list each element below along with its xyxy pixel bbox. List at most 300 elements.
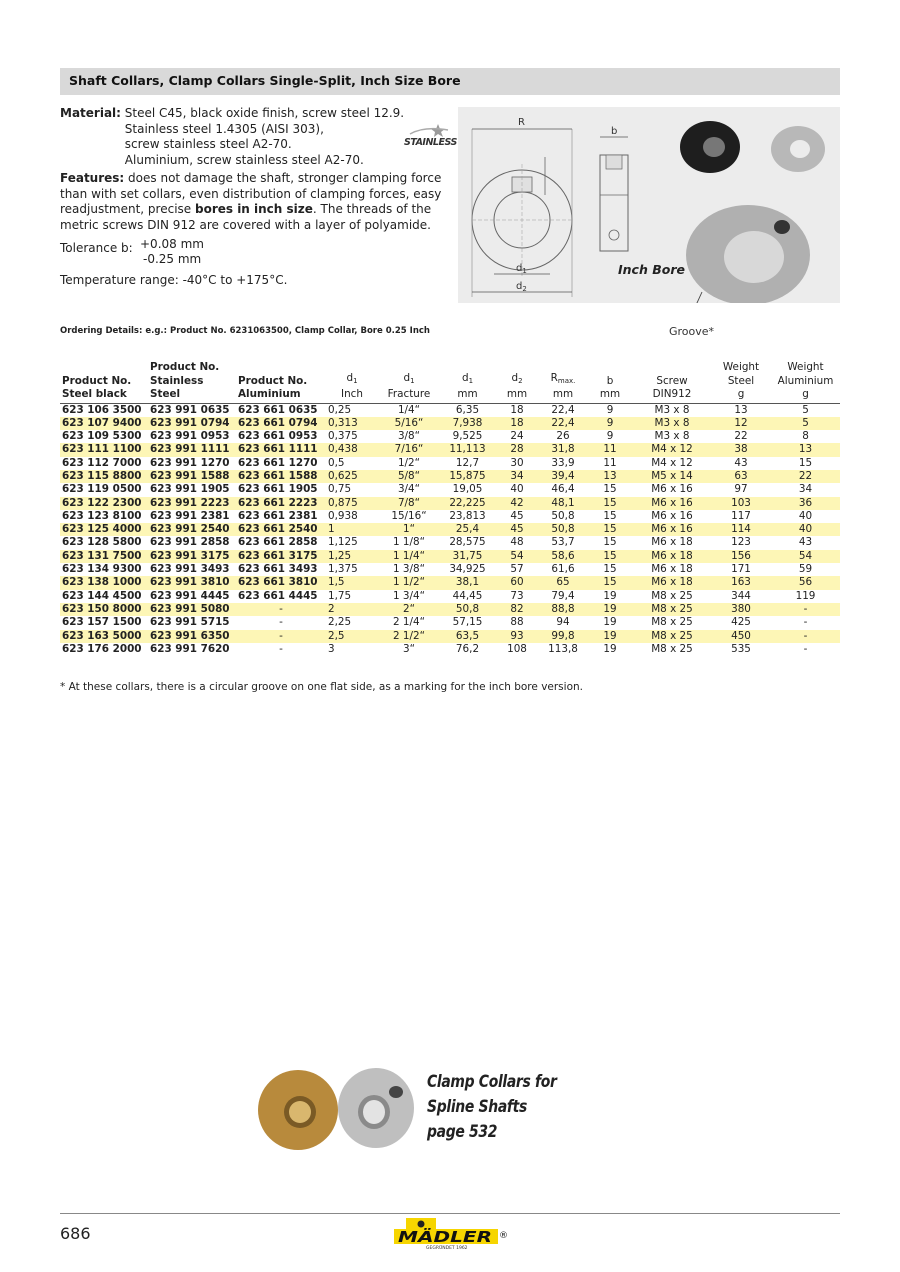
- table-cell: 54: [771, 550, 840, 563]
- table-cell: M6 x 16: [651, 483, 693, 496]
- table-cell: 25,4: [440, 523, 495, 536]
- table-cell: 113,8: [548, 642, 578, 655]
- table-row: [60, 576, 840, 589]
- table-cell: 99,8: [539, 630, 587, 643]
- table-cell: 50,8: [551, 509, 575, 522]
- table-cell: 623 991 2540: [148, 523, 236, 536]
- table-cell: 22,4: [551, 403, 575, 416]
- table-cell: 623 107 9400: [60, 417, 148, 430]
- inch-bore-label: Inch Bore: [618, 262, 685, 277]
- table-cell: 2 1/4“: [392, 616, 426, 629]
- dim-d1-sub: 1: [522, 267, 527, 275]
- table-cell: 40: [798, 509, 813, 522]
- table-row: [60, 510, 840, 523]
- table-cell: 1,375: [328, 563, 358, 576]
- table-cell: 22,225: [440, 497, 495, 510]
- table-cell: 76,2: [455, 642, 480, 655]
- table-row: [60, 497, 840, 510]
- col-header-b: b mm: [587, 361, 633, 403]
- logo-text: MÄDLER: [398, 1228, 469, 1246]
- table-cell: 63,5: [440, 630, 495, 643]
- table-cell: 623 163 5000: [60, 630, 148, 643]
- table-cell: 623 176 2000: [62, 642, 142, 655]
- spline-collars-link[interactable]: [427, 1070, 557, 1145]
- table-cell: 40: [510, 483, 524, 496]
- features-text-2: . The threads of the metric screws DIN 912 are covered with a layer of polyamide.: [60, 202, 432, 232]
- table-cell: 623 991 0635: [150, 403, 230, 416]
- table-cell: 22: [734, 430, 748, 443]
- table-cell: 623 661 1111: [236, 443, 326, 456]
- table-cell: 24: [510, 430, 524, 443]
- table-cell: M8 x 25: [633, 630, 711, 643]
- table-cell: 15,875: [440, 470, 495, 483]
- table-cell: 623 991 0953: [150, 430, 230, 443]
- table-cell: -: [236, 603, 326, 616]
- table-row: [60, 536, 840, 549]
- table-cell: 9: [606, 430, 614, 443]
- table-cell: 0,938: [328, 509, 358, 522]
- table-cell: 11,113: [440, 443, 495, 456]
- table-cell: 163: [711, 576, 771, 589]
- table-cell: 12,7: [455, 456, 480, 469]
- table-cell: 12: [711, 417, 771, 430]
- ordering-details: Ordering Details: e.g.: Product No. 6231063500, Clamp Collar, Bore 0.25 Inch: [60, 326, 430, 336]
- table-cell: -: [803, 616, 808, 629]
- table-cell: 15: [587, 576, 633, 589]
- table-cell: -: [279, 642, 283, 655]
- table-cell: 0,438: [326, 443, 378, 456]
- col-header-rmax: $R_{max.}$ mm: [539, 361, 587, 403]
- table-cell: M3 x 8: [654, 430, 690, 443]
- table-cell: 623 125 4000: [60, 523, 148, 536]
- table-cell: 33,9: [551, 456, 575, 469]
- table-cell: 2“: [378, 603, 440, 616]
- table-cell: 7/16“: [378, 443, 440, 456]
- table-cell: M5 x 14: [633, 470, 711, 483]
- table-cell: 623 661 2223: [236, 497, 326, 510]
- table-cell: M6 x 18: [633, 576, 711, 589]
- table-cell: M6 x 16: [633, 497, 711, 510]
- table-cell: 535: [731, 642, 751, 655]
- table-cell: 3: [328, 642, 335, 655]
- table-cell: 1 1/8“: [392, 536, 426, 549]
- col-header-screw: Screw DIN912: [633, 361, 711, 403]
- promo-line-2: Spline Shafts: [427, 1097, 527, 1117]
- table-cell: 623 134 9300: [62, 563, 142, 576]
- table-row: [60, 563, 840, 576]
- table-cell: 34: [798, 483, 813, 496]
- col-header-d1-inch: $d_1$ Inch: [326, 361, 378, 403]
- table-cell: 623 661 2381: [238, 509, 318, 522]
- table-cell: 623 122 2300: [60, 497, 148, 510]
- table-cell: 50,8: [539, 523, 587, 536]
- table-cell: 15: [603, 563, 617, 576]
- col-header-steel: Product No. Steel black: [60, 361, 148, 403]
- table-cell: 623 661 2540: [236, 523, 326, 536]
- temperature-range: Temperature range: -40°C to +175°C.: [60, 273, 288, 287]
- table-cell: 97: [734, 483, 748, 496]
- features-bold-text: bores in inch size: [194, 202, 313, 216]
- section-title: Shaft Collars, Clamp Collars Single-Split, Inch Size Bore: [60, 68, 840, 95]
- table-cell: 46,4: [551, 483, 575, 496]
- table-cell: 50,8: [440, 603, 495, 616]
- table-cell: 79,4: [551, 589, 575, 602]
- features-block: [60, 171, 455, 233]
- stainless-badge: [404, 120, 456, 148]
- table-cell: 623 991 5715: [150, 616, 230, 629]
- table-cell: 9,525: [452, 430, 483, 443]
- table-cell: 623 991 0794: [148, 417, 236, 430]
- table-cell: 94: [556, 616, 570, 629]
- table-cell: 623 128 5800: [62, 536, 142, 549]
- table-cell: 7,938: [440, 417, 495, 430]
- table-cell: 15: [603, 509, 617, 522]
- table-cell: 103: [711, 497, 771, 510]
- material-label: Material:: [60, 106, 121, 120]
- spline-collars-image: [256, 1062, 416, 1158]
- table-cell: 623 144 4500: [62, 589, 142, 602]
- tolerance-values: [140, 237, 204, 267]
- table-cell: 623 991 6350: [148, 630, 236, 643]
- table-cell: 623 106 3500: [62, 403, 142, 416]
- table-cell: 623 991 1588: [148, 470, 236, 483]
- table-cell: 13: [734, 403, 748, 416]
- table-cell: 22: [771, 470, 840, 483]
- table-cell: 1,125: [328, 536, 358, 549]
- material-block: [60, 106, 450, 168]
- table-cell: 623 123 8100: [62, 509, 142, 522]
- table-cell: 15: [587, 523, 633, 536]
- table-cell: -: [803, 642, 808, 655]
- table-cell: 623 131 7500: [60, 550, 148, 563]
- table-cell: 0,5: [328, 456, 345, 469]
- table-cell: 28: [495, 443, 539, 456]
- table-cell: 9: [587, 417, 633, 430]
- table-cell: 623 661 0794: [236, 417, 326, 430]
- table-cell: 623 112 7000: [62, 456, 142, 469]
- stainless-text: STAINLESS: [404, 137, 457, 148]
- table-cell: M6 x 18: [651, 563, 693, 576]
- table-cell: 623 119 0500: [62, 483, 142, 496]
- table-cell: 0,875: [326, 497, 378, 510]
- table-cell: -: [771, 630, 840, 643]
- table-cell: 171: [731, 563, 751, 576]
- table-cell: 3“: [403, 642, 415, 655]
- table-cell: M8 x 25: [651, 589, 693, 602]
- table-cell: 623 661 0635: [238, 403, 318, 416]
- table-cell: 623 991 3810: [148, 576, 236, 589]
- col-header-d1-fracture: $d_1$ Fracture: [378, 361, 440, 403]
- table-cell: 1/2“: [397, 456, 421, 469]
- table-row: [60, 457, 840, 470]
- table-cell: 3/8“: [397, 430, 421, 443]
- table-cell: 1 1/2“: [378, 576, 440, 589]
- dim-r-label: R: [518, 117, 525, 128]
- table-row: [60, 443, 840, 456]
- table-cell: 30: [510, 456, 524, 469]
- table-row: [60, 403, 840, 417]
- table-header-row: [60, 361, 840, 403]
- table-cell: 623 150 8000: [60, 603, 148, 616]
- table-cell: 0,75: [328, 483, 352, 496]
- tolerance-label: Tolerance b:: [60, 241, 133, 255]
- table-cell: 119: [795, 589, 816, 602]
- tolerance-block: [60, 237, 204, 266]
- table-cell: 38: [711, 443, 771, 456]
- dim-b-label: b: [611, 126, 618, 137]
- table-cell: 54: [495, 550, 539, 563]
- table-cell: 623 661 1588: [236, 470, 326, 483]
- table-cell: M6 x 16: [651, 509, 693, 522]
- table-cell: 31,8: [539, 443, 587, 456]
- table-cell: 623 991 2223: [148, 497, 236, 510]
- table-cell: 36: [771, 497, 840, 510]
- table-cell: 623 661 2858: [238, 536, 318, 549]
- table-row: [60, 603, 840, 616]
- table-cell: 57,15: [452, 616, 483, 629]
- table-cell: 56: [771, 576, 840, 589]
- table-cell: 1/4“: [397, 403, 421, 416]
- table-cell: 114: [711, 523, 771, 536]
- table-cell: M4 x 12: [651, 456, 693, 469]
- table-cell: 623 991 7620: [150, 642, 230, 655]
- table-cell: 65: [539, 576, 587, 589]
- material-line: Aluminium, screw stainless steel A2-70.: [124, 152, 364, 167]
- svg-text:d2: [516, 281, 527, 293]
- table-cell: 9: [606, 403, 614, 416]
- table-cell: 57: [510, 563, 524, 576]
- table-cell: 13: [771, 443, 840, 456]
- table-cell: M3 x 8: [633, 417, 711, 430]
- table-cell: 623 661 1905: [238, 483, 318, 496]
- table-cell: 623 109 5300: [62, 430, 142, 443]
- table-cell: 40: [771, 523, 840, 536]
- table-cell: M8 x 25: [651, 616, 693, 629]
- material-lines: [125, 106, 404, 168]
- table-cell: 34,925: [449, 563, 486, 576]
- table-cell: M8 x 25: [633, 603, 711, 616]
- table-cell: M6 x 18: [651, 536, 693, 549]
- table-cell: 15: [587, 497, 633, 510]
- table-cell: -: [771, 603, 840, 616]
- table-cell: 1,75: [328, 589, 352, 602]
- dim-d2-label: d: [516, 281, 523, 292]
- logo-subtitle: GEGRÜNDET 1962: [426, 1246, 468, 1250]
- table-cell: 28,575: [449, 536, 486, 549]
- table-cell: 26: [556, 430, 570, 443]
- table-cell: 19: [603, 616, 617, 629]
- table-cell: 58,6: [539, 550, 587, 563]
- table-cell: 344: [731, 589, 751, 602]
- table-cell: -: [279, 616, 283, 629]
- table-cell: 623 111 1100: [60, 443, 148, 456]
- table-cell: M8 x 25: [651, 642, 693, 655]
- table-cell: 623 991 3175: [148, 550, 236, 563]
- table-cell: 38,1: [440, 576, 495, 589]
- table-cell: 18: [495, 417, 539, 430]
- col-header-weight-aluminium: Weight Aluminium g: [771, 361, 840, 403]
- table-cell: 0,375: [328, 430, 358, 443]
- table-cell: M6 x 18: [633, 550, 711, 563]
- table-cell: 15: [603, 483, 617, 496]
- table-cell: 19: [587, 630, 633, 643]
- promo-line-3: page 532: [427, 1122, 498, 1142]
- tolerance-plus: +0.08 mm: [140, 237, 204, 251]
- table-row: [60, 470, 840, 483]
- page-number: 686: [60, 1224, 91, 1243]
- table-cell: 623 991 5080: [148, 603, 236, 616]
- table-cell: 73: [510, 589, 524, 602]
- svg-text:d1: [516, 263, 527, 275]
- table-cell: 156: [711, 550, 771, 563]
- table-cell: 623 991 3493: [150, 563, 230, 576]
- table-row: [60, 417, 840, 430]
- table-cell: 53,7: [551, 536, 575, 549]
- table-cell: 1,25: [326, 550, 378, 563]
- table-cell: 19,05: [452, 483, 483, 496]
- material-line: Stainless steel 1.4305 (AISI 303),: [124, 121, 324, 136]
- table-cell: 23,813: [449, 509, 486, 522]
- table-cell: 623 661 3493: [238, 563, 318, 576]
- footnote: * At these collars, there is a circular groove on one flat side, as a marking for the inch bore version.: [60, 681, 583, 693]
- table-row: [60, 550, 840, 563]
- table-cell: 88: [510, 616, 524, 629]
- table-cell: 5: [802, 403, 809, 416]
- table-cell: 22,4: [539, 417, 587, 430]
- table-cell: 1 3/4“: [392, 589, 426, 602]
- table-cell: 44,45: [452, 589, 483, 602]
- table-cell: 1 3/8“: [392, 563, 426, 576]
- table-cell: 623 157 1500: [62, 616, 142, 629]
- table-cell: M6 x 16: [633, 523, 711, 536]
- table-cell: 93: [495, 630, 539, 643]
- material-line: screw stainless steel A2-70.: [124, 137, 292, 151]
- table-cell: 623 661 3810: [236, 576, 326, 589]
- table-cell: 11: [587, 443, 633, 456]
- table-cell: 82: [495, 603, 539, 616]
- table-cell: 15: [587, 550, 633, 563]
- table-cell: 8: [802, 430, 809, 443]
- table-cell: 18: [510, 403, 524, 416]
- table-cell: 425: [731, 616, 751, 629]
- table-cell: 15: [798, 456, 813, 469]
- dim-d2-sub: 2: [522, 285, 527, 293]
- dim-d1-label: d: [516, 263, 523, 274]
- table-row: [60, 523, 840, 536]
- col-header-stainless: Product No. Stainless Steel: [148, 361, 236, 403]
- features-text-1: does not damage the shaft, stronger clamping force than with set collars, even distribution of clamping forces, easy readjustment, precise: [60, 171, 442, 216]
- table-cell: 2: [326, 603, 378, 616]
- table-row: [60, 483, 840, 496]
- tolerance-minus: -0.25 mm: [143, 252, 202, 266]
- table-cell: 15: [603, 536, 617, 549]
- table-cell: 1 1/4“: [378, 550, 440, 563]
- table-cell: 43: [734, 456, 748, 469]
- groove-label: Groove*: [669, 325, 715, 338]
- table-cell: 623 115 8800: [60, 470, 148, 483]
- table-cell: 623 991 2858: [150, 536, 230, 549]
- madler-logo: [392, 1218, 512, 1250]
- table-cell: 3/4“: [397, 483, 421, 496]
- table-cell: 45: [495, 523, 539, 536]
- table-cell: 5/16“: [378, 417, 440, 430]
- features-label: Features:: [60, 171, 125, 185]
- table-cell: 2,25: [328, 616, 352, 629]
- table-cell: 19: [587, 603, 633, 616]
- table-cell: 11: [603, 456, 617, 469]
- table-cell: 108: [507, 642, 527, 655]
- table-cell: 2 1/2“: [378, 630, 440, 643]
- table-cell: 2,5: [326, 630, 378, 643]
- table-row: [60, 616, 840, 629]
- table-cell: 380: [711, 603, 771, 616]
- col-header-d2-mm: $d_2$ mm: [495, 361, 539, 403]
- table-cell: 623 661 0953: [238, 430, 318, 443]
- logo-registered: ®: [499, 1231, 508, 1241]
- table-cell: 623 661 4445: [238, 589, 318, 602]
- table-cell: 623 991 1111: [148, 443, 236, 456]
- table-cell: 0,625: [326, 470, 378, 483]
- table-cell: M3 x 8: [654, 403, 690, 416]
- table-row: [60, 643, 840, 656]
- table-cell: 42: [495, 497, 539, 510]
- table-cell: 1“: [378, 523, 440, 536]
- table-cell: 63: [711, 470, 771, 483]
- table-cell: 623 661 3175: [236, 550, 326, 563]
- table-cell: 39,4: [539, 470, 587, 483]
- table-cell: 5: [771, 417, 840, 430]
- material-line: Steel C45, black oxide finish, screw steel 12.9.: [124, 106, 405, 120]
- table-row: [60, 590, 840, 603]
- table-cell: 623 991 1270: [150, 456, 230, 469]
- table-cell: 48,1: [539, 497, 587, 510]
- table-cell: 0,25: [328, 403, 352, 416]
- table-cell: 31,75: [440, 550, 495, 563]
- table-cell: 59: [798, 563, 813, 576]
- product-table: [60, 361, 840, 656]
- table-cell: M4 x 12: [633, 443, 711, 456]
- table-cell: 623 991 4445: [150, 589, 230, 602]
- table-cell: 19: [603, 642, 617, 655]
- table-cell: 450: [711, 630, 771, 643]
- col-header-aluminium: Product No. Aluminium: [236, 361, 326, 403]
- table-cell: 15/16“: [391, 509, 427, 522]
- table-cell: 623 661 1270: [238, 456, 318, 469]
- table-cell: 623 991 1905: [150, 483, 230, 496]
- table-cell: 34: [495, 470, 539, 483]
- table-cell: 19: [603, 589, 617, 602]
- table-cell: 61,6: [551, 563, 575, 576]
- table-cell: 1: [326, 523, 378, 536]
- table-cell: 0,313: [326, 417, 378, 430]
- table-cell: 48: [510, 536, 524, 549]
- table-cell: 1,5: [326, 576, 378, 589]
- table-cell: 88,8: [539, 603, 587, 616]
- table-row: [60, 630, 840, 643]
- table-cell: 43: [798, 536, 813, 549]
- promo-line-1: Clamp Collars for: [427, 1072, 557, 1092]
- col-header-weight-steel: Weight Steel g: [711, 361, 771, 403]
- table-cell: 123: [731, 536, 751, 549]
- col-header-d1-mm: $d_1$ mm: [440, 361, 495, 403]
- table-row: [60, 430, 840, 443]
- table-cell: 60: [495, 576, 539, 589]
- table-cell: 623 991 2381: [150, 509, 230, 522]
- table-cell: 5/8“: [378, 470, 440, 483]
- footer-divider: [60, 1213, 840, 1214]
- table-cell: 117: [731, 509, 751, 522]
- table-cell: 45: [510, 509, 524, 522]
